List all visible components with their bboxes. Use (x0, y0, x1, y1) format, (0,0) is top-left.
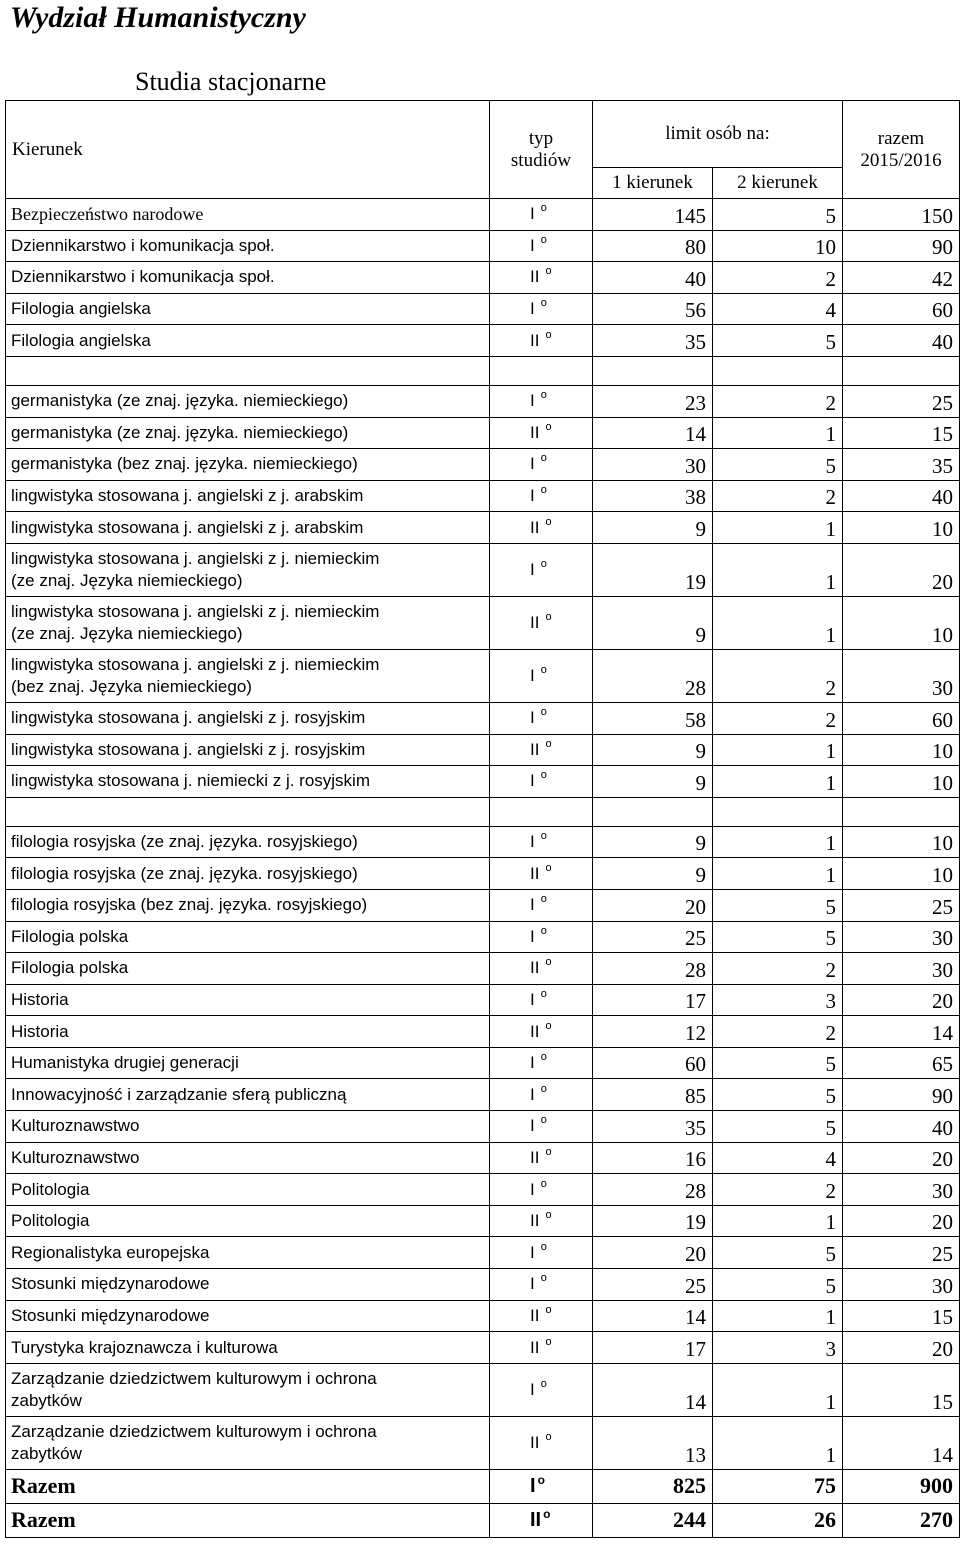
study-level: I $^o$ (490, 480, 593, 512)
table-row (6, 480, 960, 512)
program-name: lingwistyka stosowana j. angielski z j. arabskim (6, 512, 490, 544)
study-level: II $^o$ (490, 1016, 593, 1048)
study-level: I $^o$ (490, 984, 593, 1016)
total-row (6, 1469, 960, 1503)
limit-kierunek-1: 17 (593, 1332, 713, 1364)
study-level: I $^o$ (490, 293, 593, 325)
program-name: Humanistyka drugiej generacji (6, 1047, 490, 1079)
table-row (6, 262, 960, 294)
limit-kierunek-1: 9 (593, 596, 713, 649)
limit-kierunek-2: 3 (713, 984, 843, 1016)
empty-cell (593, 356, 713, 385)
limit-kierunek-2: 5 (713, 1111, 843, 1143)
study-level: II $^o$ (490, 734, 593, 766)
limit-kierunek-2: 1 (713, 596, 843, 649)
study-level: I $^o$ (490, 1174, 593, 1206)
study-level: I $^o$ (490, 766, 593, 798)
limit-kierunek-1: 14 (593, 1300, 713, 1332)
program-name: lingwistyka stosowana j. angielski z j. arabskim (6, 480, 490, 512)
limit-kierunek-1: 20 (593, 889, 713, 921)
table-row (6, 1332, 960, 1364)
table-row (6, 702, 960, 734)
program-name: lingwistyka stosowana j. angielski z j. rosyjskim (6, 734, 490, 766)
limit-kierunek-2: 2 (713, 262, 843, 294)
study-level: II $^o$ (490, 1332, 593, 1364)
limit-kierunek-2: 5 (713, 1237, 843, 1269)
limit-kierunek-1: 9 (593, 734, 713, 766)
program-name: Dziennikarstwo i komunikacja społ. (6, 262, 490, 294)
limit-kierunek-1: 14 (593, 1363, 713, 1416)
program-name: germanistyka (bez znaj. języka. niemieckiego) (6, 449, 490, 481)
spacer-row (6, 356, 960, 385)
table-row (6, 1205, 960, 1237)
study-level: II $^o$ (490, 1300, 593, 1332)
spacer-row (6, 797, 960, 826)
table-row (6, 417, 960, 449)
total-2015-2016: 20 (843, 1142, 960, 1174)
study-level: II $^o$ (490, 1205, 593, 1237)
table-row (6, 1416, 960, 1469)
admission-limits-table (5, 100, 960, 1538)
total-2015-2016: 42 (843, 262, 960, 294)
header-typ: typ studiów (490, 101, 593, 199)
program-name: Zarządzanie dziedzictwem kulturowym i ochrona zabytków (6, 1416, 490, 1469)
total-2015-2016: 14 (843, 1416, 960, 1469)
program-name: Kulturoznawstwo (6, 1111, 490, 1143)
limit-kierunek-2: 1 (713, 512, 843, 544)
table-row (6, 826, 960, 858)
limit-kierunek-1: 25 (593, 1269, 713, 1301)
study-level: I $^o$ (490, 543, 593, 596)
table-row (6, 921, 960, 953)
limit-kierunek-1: 40 (593, 262, 713, 294)
limit-kierunek-2: 1 (713, 858, 843, 890)
table-row (6, 1142, 960, 1174)
limit-kierunek-1: 20 (593, 1237, 713, 1269)
total-2015-2016: 40 (843, 325, 960, 357)
total-2015-2016: 35 (843, 449, 960, 481)
total-2015-2016: 15 (843, 417, 960, 449)
total-2015-2016: 20 (843, 543, 960, 596)
total-2015-2016: 10 (843, 512, 960, 544)
limit-kierunek-1: 16 (593, 1142, 713, 1174)
total-label: Razem (6, 1503, 490, 1537)
total-2015-2016: 30 (843, 1174, 960, 1206)
table-row (6, 230, 960, 262)
study-level: II $^o$ (490, 417, 593, 449)
page-subtitle: Studia stacjonarne (135, 67, 327, 96)
empty-cell (6, 797, 490, 826)
total-label: Razem (6, 1469, 490, 1503)
limit-kierunek-2: 1 (713, 543, 843, 596)
program-name: Politologia (6, 1205, 490, 1237)
limit-kierunek-2: 2 (713, 1174, 843, 1206)
empty-cell (6, 356, 490, 385)
study-level: II $^o$ (490, 1416, 593, 1469)
study-level: I $^o$ (490, 649, 593, 702)
limit-kierunek-2: 1 (713, 417, 843, 449)
limit-kierunek-2: 3 (713, 1332, 843, 1364)
study-level: I $^o$ (490, 1111, 593, 1143)
limit-kierunek-2: 5 (713, 449, 843, 481)
total-kierunek-1: 825 (593, 1469, 713, 1503)
limit-kierunek-1: 17 (593, 984, 713, 1016)
table-row (6, 1174, 960, 1206)
study-level: II $^o$ (490, 858, 593, 890)
header-limit: limit osób na: (593, 101, 843, 168)
program-name: lingwistyka stosowana j. angielski z j. rosyjskim (6, 702, 490, 734)
total-2015-2016: 65 (843, 1047, 960, 1079)
study-level: I $^o$ (490, 1363, 593, 1416)
total-2015-2016: 25 (843, 1237, 960, 1269)
table-row (6, 889, 960, 921)
limit-kierunek-2: 1 (713, 766, 843, 798)
header-kierunek-2: 2 kierunek (713, 168, 843, 199)
grand-total: 270 (843, 1503, 960, 1537)
limit-kierunek-2: 2 (713, 953, 843, 985)
limit-kierunek-1: 60 (593, 1047, 713, 1079)
limit-kierunek-1: 56 (593, 293, 713, 325)
limit-kierunek-1: 58 (593, 702, 713, 734)
program-name: lingwistyka stosowana j. niemiecki z j. rosyjskim (6, 766, 490, 798)
total-2015-2016: 10 (843, 734, 960, 766)
limit-kierunek-2: 2 (713, 480, 843, 512)
study-level: II $^o$ (490, 596, 593, 649)
program-name: Historia (6, 984, 490, 1016)
limit-kierunek-2: 5 (713, 325, 843, 357)
page-title: Wydział Humanistyczny (10, 1, 306, 34)
total-row (6, 1503, 960, 1537)
study-level: I $^o$ (490, 1237, 593, 1269)
table-row (6, 199, 960, 231)
total-2015-2016: 25 (843, 385, 960, 417)
program-name: Bezpieczeństwo narodowe (6, 199, 490, 231)
total-2015-2016: 60 (843, 293, 960, 325)
total-kierunek-2: 75 (713, 1469, 843, 1503)
program-name: Zarządzanie dziedzictwem kulturowym i ochrona zabytków (6, 1363, 490, 1416)
header-kierunek: Kierunek (6, 101, 490, 199)
table-row (6, 293, 960, 325)
program-name: lingwistyka stosowana j. angielski z j. niemieckim (ze znaj. Języka niemieckiego) (6, 543, 490, 596)
total-2015-2016: 150 (843, 199, 960, 231)
study-level: I $^o$ (490, 889, 593, 921)
program-name: Stosunki międzynarodowe (6, 1269, 490, 1301)
limit-kierunek-1: 85 (593, 1079, 713, 1111)
limit-kierunek-1: 19 (593, 543, 713, 596)
total-kierunek-1: 244 (593, 1503, 713, 1537)
study-level: I $^o$ (490, 1079, 593, 1111)
program-name: germanistyka (ze znaj. języka. niemieckiego) (6, 417, 490, 449)
table-row (6, 325, 960, 357)
header-razem: razem 2015/2016 (843, 101, 960, 199)
table-row (6, 449, 960, 481)
study-level: I $^o$ (490, 921, 593, 953)
table-row (6, 734, 960, 766)
study-level: II $^o$ (490, 262, 593, 294)
limit-kierunek-1: 35 (593, 325, 713, 357)
total-kierunek-2: 26 (713, 1503, 843, 1537)
total-2015-2016: 10 (843, 596, 960, 649)
total-2015-2016: 14 (843, 1016, 960, 1048)
program-name: Stosunki międzynarodowe (6, 1300, 490, 1332)
total-2015-2016: 30 (843, 921, 960, 953)
limit-kierunek-1: 9 (593, 766, 713, 798)
limit-kierunek-1: 28 (593, 1174, 713, 1206)
study-level: I $^o$ (490, 702, 593, 734)
limit-kierunek-2: 2 (713, 649, 843, 702)
limit-kierunek-2: 1 (713, 734, 843, 766)
program-name: Historia (6, 1016, 490, 1048)
limit-kierunek-2: 4 (713, 293, 843, 325)
table-row (6, 1363, 960, 1416)
empty-cell (713, 356, 843, 385)
total-2015-2016: 25 (843, 889, 960, 921)
limit-kierunek-1: 9 (593, 512, 713, 544)
limit-kierunek-1: 80 (593, 230, 713, 262)
study-level: II $^o$ (490, 325, 593, 357)
table-row (6, 649, 960, 702)
table-row (6, 1237, 960, 1269)
study-level: I $^o$ (490, 199, 593, 231)
table-row (6, 385, 960, 417)
program-name: Filologia angielska (6, 293, 490, 325)
program-name: germanistyka (ze znaj. języka. niemieckiego) (6, 385, 490, 417)
total-2015-2016: 60 (843, 702, 960, 734)
program-name: Innowacyjność i zarządzanie sferą publiczną (6, 1079, 490, 1111)
program-name: filologia rosyjska (ze znaj. języka. rosyjskiego) (6, 826, 490, 858)
limit-kierunek-2: 1 (713, 826, 843, 858)
study-level: II $^o$ (490, 512, 593, 544)
limit-kierunek-1: 145 (593, 199, 713, 231)
table-row (6, 1047, 960, 1079)
program-name: filologia rosyjska (ze znaj. języka. rosyjskiego) (6, 858, 490, 890)
limit-kierunek-1: 30 (593, 449, 713, 481)
limit-kierunek-1: 25 (593, 921, 713, 953)
limit-kierunek-1: 9 (593, 826, 713, 858)
limit-kierunek-1: 28 (593, 953, 713, 985)
table-row (6, 953, 960, 985)
study-level: I $^o$ (490, 826, 593, 858)
limit-kierunek-2: 1 (713, 1363, 843, 1416)
program-name: Politologia (6, 1174, 490, 1206)
program-name: filologia rosyjska (bez znaj. języka. rosyjskiego) (6, 889, 490, 921)
limit-kierunek-1: 13 (593, 1416, 713, 1469)
study-level: I $^o$ (490, 449, 593, 481)
study-level: I $^o$ (490, 1269, 593, 1301)
table-row (6, 766, 960, 798)
limit-kierunek-2: 2 (713, 702, 843, 734)
study-level: II $^o$ (490, 1142, 593, 1174)
study-level: I $^o$ (490, 230, 593, 262)
study-level: I $^o$ (490, 385, 593, 417)
limit-kierunek-2: 2 (713, 1016, 843, 1048)
total-2015-2016: 30 (843, 1269, 960, 1301)
limit-kierunek-1: 35 (593, 1111, 713, 1143)
empty-cell (490, 356, 593, 385)
program-name: Filologia angielska (6, 325, 490, 357)
program-name: Filologia polska (6, 921, 490, 953)
limit-kierunek-1: 14 (593, 417, 713, 449)
study-level: II $^o$ (490, 953, 593, 985)
limit-kierunek-1: 38 (593, 480, 713, 512)
limit-kierunek-2: 2 (713, 385, 843, 417)
table-row (6, 596, 960, 649)
table-row (6, 1111, 960, 1143)
limit-kierunek-2: 5 (713, 1047, 843, 1079)
limit-kierunek-2: 5 (713, 1269, 843, 1301)
table-row (6, 1269, 960, 1301)
total-2015-2016: 10 (843, 826, 960, 858)
total-2015-2016: 90 (843, 1079, 960, 1111)
table-row (6, 1016, 960, 1048)
table-row (6, 858, 960, 890)
empty-cell (490, 797, 593, 826)
table-row (6, 1079, 960, 1111)
limit-kierunek-2: 5 (713, 889, 843, 921)
total-2015-2016: 30 (843, 649, 960, 702)
header-kierunek-1: 1 kierunek (593, 168, 713, 199)
study-level: I $^o$ (490, 1047, 593, 1079)
total-2015-2016: 20 (843, 1332, 960, 1364)
limit-kierunek-2: 1 (713, 1300, 843, 1332)
limit-kierunek-2: 5 (713, 1079, 843, 1111)
grand-total: 900 (843, 1469, 960, 1503)
total-2015-2016: 10 (843, 766, 960, 798)
program-name: Filologia polska (6, 953, 490, 985)
program-name: Turystyka krajoznawcza i kulturowa (6, 1332, 490, 1364)
empty-cell (593, 797, 713, 826)
program-name: Kulturoznawstwo (6, 1142, 490, 1174)
empty-cell (843, 356, 960, 385)
program-name: Regionalistyka europejska (6, 1237, 490, 1269)
limit-kierunek-2: 10 (713, 230, 843, 262)
program-name: lingwistyka stosowana j. angielski z j. niemieckim (ze znaj. Języka niemieckiego) (6, 596, 490, 649)
program-name: Dziennikarstwo i komunikacja społ. (6, 230, 490, 262)
limit-kierunek-2: 5 (713, 921, 843, 953)
table-row (6, 543, 960, 596)
limit-kierunek-1: 9 (593, 858, 713, 890)
limit-kierunek-1: 23 (593, 385, 713, 417)
empty-cell (843, 797, 960, 826)
program-name: lingwistyka stosowana j. angielski z j. niemieckim (bez znaj. Języka niemieckiego) (6, 649, 490, 702)
limit-kierunek-2: 5 (713, 199, 843, 231)
total-2015-2016: 10 (843, 858, 960, 890)
limit-kierunek-1: 28 (593, 649, 713, 702)
total-2015-2016: 20 (843, 984, 960, 1016)
total-2015-2016: 20 (843, 1205, 960, 1237)
study-level: II $^o$ (490, 1503, 593, 1537)
total-2015-2016: 15 (843, 1363, 960, 1416)
table-row (6, 1300, 960, 1332)
total-2015-2016: 30 (843, 953, 960, 985)
table-row (6, 984, 960, 1016)
table-row (6, 512, 960, 544)
limit-kierunek-2: 1 (713, 1205, 843, 1237)
limit-kierunek-2: 1 (713, 1416, 843, 1469)
total-2015-2016: 90 (843, 230, 960, 262)
total-2015-2016: 40 (843, 1111, 960, 1143)
empty-cell (713, 797, 843, 826)
limit-kierunek-1: 19 (593, 1205, 713, 1237)
total-2015-2016: 40 (843, 480, 960, 512)
limit-kierunek-2: 4 (713, 1142, 843, 1174)
study-level: I $^o$ (490, 1469, 593, 1503)
limit-kierunek-1: 12 (593, 1016, 713, 1048)
total-2015-2016: 15 (843, 1300, 960, 1332)
